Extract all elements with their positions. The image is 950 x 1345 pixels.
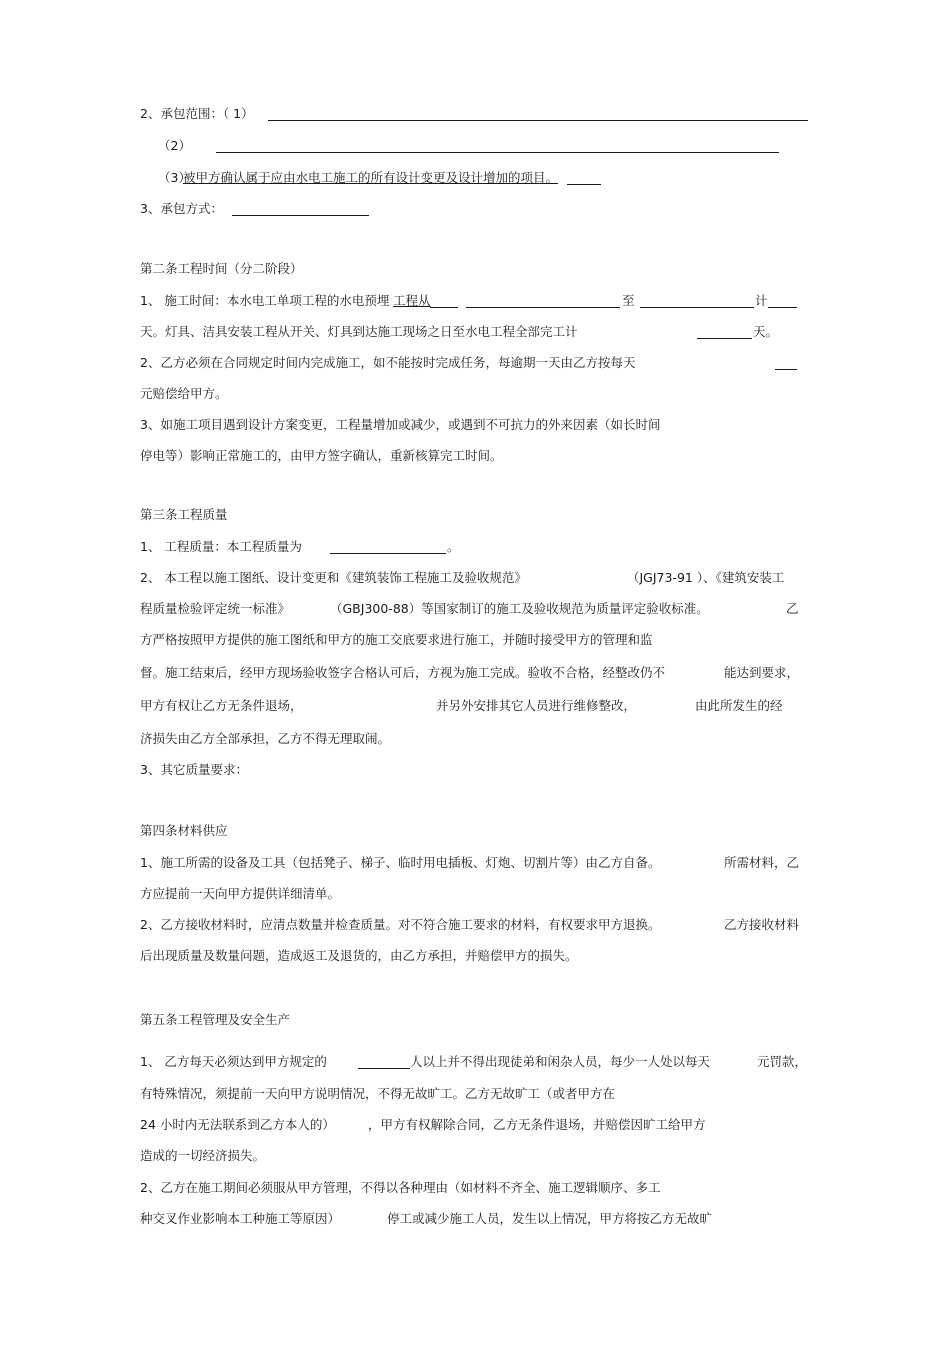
contract-method: 3、承包方式：	[140, 201, 223, 216]
design-change-cont: 停电等）影响正常施工的，由甲方签字确认，重新核算完工时间。	[140, 448, 503, 463]
absence-rule-cont-a: 24 小时内无法联系到乙方本人的）	[140, 1117, 335, 1132]
quality-standard-cont-5: 济损失由乙方全部承担，乙方不得无理取闹。	[140, 731, 391, 746]
tools-supply: 1、施工所需的设备及工具（包括凳子、梯子、临时用电插板、灯炮、切割片等）由乙方自备。	[140, 855, 661, 870]
blank-line	[268, 108, 808, 121]
quality-standard: 2、 本工程以施工图纸、设计变更和《建筑装饰工程施工及验收规范》	[140, 570, 527, 585]
installation-time-days: 天。	[753, 324, 779, 339]
construction-time-from: 工程从	[393, 293, 431, 308]
construction-time: 1、 施工时间：本水电工单项工程的水电预埋	[140, 293, 390, 308]
material-receipt-cont: 后出现质量及数量问题，造成返工及退货的，由乙方承担，并赔偿甲方的损失。	[140, 948, 578, 963]
staffing: 1、 乙方每天必须达到甲方规定的	[140, 1054, 327, 1069]
quality-standard-cont-3b: 能达到要求，	[724, 665, 800, 680]
tools-supply-b: 所需材料，乙	[724, 855, 800, 870]
material-receipt: 2、乙方接收材料时，应清点数量并检查质量。对不符合施工要求的材料，有权要求甲方退换。	[140, 917, 661, 932]
other-quality: 3、其它质量要求：	[140, 762, 248, 777]
section-3-heading: 第三条工程质量	[140, 507, 228, 522]
scope-item-1: 2、承包范围：（ 1）	[140, 106, 254, 121]
material-receipt-b: 乙方接收材料	[724, 917, 800, 932]
quality-standard-cont-4a: 甲方有权让乙方无条件退场，	[140, 698, 303, 713]
section-2-heading: 第二条工程时间（分二阶段）	[140, 261, 303, 276]
scope-item-2: （2）	[158, 138, 191, 153]
absence-rule-cont-b: ，甲方有权解除合同，乙方无条件退场，并赔偿因旷工给甲方	[368, 1117, 706, 1132]
management-rule-cont-b: 停工或减少施工人员，发生以上情况，甲方将按乙方无故旷	[387, 1211, 713, 1226]
staffing-b: 人以上并不得出现徒弟和闲杂人员，每少一人处以每天	[410, 1054, 711, 1069]
construction-time-total: 计	[755, 293, 768, 308]
quality-level: 1、 工程质量：本工程质量为	[140, 539, 302, 554]
section-4-heading: 第四条材料供应	[140, 823, 228, 838]
installation-time: 天。灯具、洁具安装工程从开关、灯具到达施工现场之日至水电工程全部完工计	[140, 324, 578, 339]
absence-rule-cont-2: 造成的一切经济损失。	[140, 1148, 266, 1163]
management-rule: 2、乙方在施工期间必须服从甲方管理，不得以各种理由（如材料不齐全、施工逻辑顺序、多工	[140, 1180, 661, 1195]
blank-line	[430, 295, 458, 308]
scope-item-3-num: （3）	[158, 170, 191, 185]
quality-standard-cont-2: 方严格按照甲方提供的施工图纸和甲方的施工交底要求进行施工，并随时接受甲方的管理和监	[140, 632, 653, 647]
blank-line	[567, 172, 601, 185]
section-5-heading: 第五条工程管理及安全生产	[140, 1012, 291, 1027]
tools-supply-cont: 方应提前一天向甲方提供详细清单。	[140, 886, 341, 901]
design-change: 3、如施工项目遇到设计方案变更，工程量增加或减少，或遇到不可抗力的外来因素（如长时间	[140, 417, 661, 432]
staffing-c: 元罚款，	[757, 1054, 808, 1069]
quality-standard-cont-3: 督。施工结束后，经甲方现场验收签字合格认可后，方视为施工完成。验收不合格，经整改仍不	[140, 665, 666, 680]
quality-standard-code-2: （GBJ300-88）等国家制订的施工及验收规范为质量评定验收标准。	[330, 601, 709, 616]
quality-standard-code: （JGJ73-91 ）、《建筑安装工	[627, 570, 785, 585]
blank-line	[697, 326, 752, 339]
quality-standard-cont-4c: 由此所发生的经	[695, 698, 783, 713]
absence-rule: 有特殊情况，须提前一天向甲方说明情况，不得无故旷工。乙方无故旷工（或者甲方在	[140, 1086, 616, 1101]
blank-line	[330, 541, 446, 554]
management-rule-cont-a: 种交叉作业影响本工种施工等原因）	[140, 1211, 341, 1226]
quality-standard-cont-4b: 并另外安排其它人员进行维修整改，	[436, 698, 637, 713]
quality-standard-party: 乙	[786, 601, 799, 616]
blank-line	[358, 1056, 410, 1069]
blank-line	[775, 357, 797, 370]
quality-standard-cont: 程质量检验评定统一标准》	[140, 601, 291, 616]
blank-line	[232, 203, 369, 216]
blank-line	[216, 140, 779, 153]
construction-time-to: 至	[622, 293, 635, 308]
blank-line	[466, 295, 620, 308]
quality-level-end: 。	[447, 539, 460, 554]
scope-item-3-text: 被甲方确认属于应由水电工施工的所有设计变更及设计增加的项目。	[183, 170, 559, 185]
delay-penalty: 2、乙方必须在合同规定时间内完成施工，如不能按时完成任务，每逾期一天由乙方按每天	[140, 355, 636, 370]
blank-line	[768, 295, 797, 308]
blank-line	[640, 295, 754, 308]
delay-penalty-cont: 元赔偿给甲方。	[140, 386, 228, 401]
